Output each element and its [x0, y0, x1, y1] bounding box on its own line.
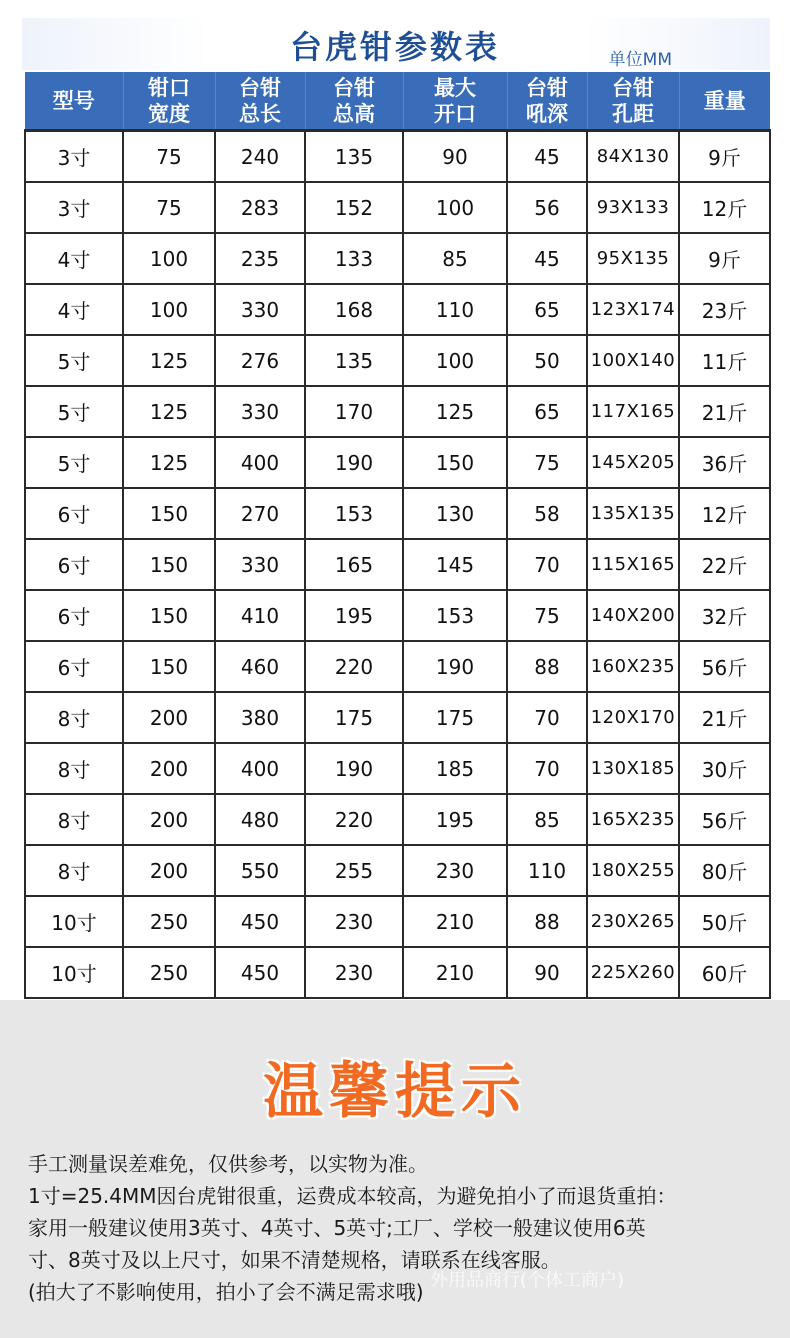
table-cell: 123X174 — [587, 284, 679, 335]
table-cell: 70 — [507, 692, 587, 743]
table-row — [25, 896, 770, 947]
table-cell: 200 — [123, 743, 215, 794]
table-row — [25, 386, 770, 437]
table-cell: 100 — [403, 335, 507, 386]
watermark: 外用品商行(个体工商户) — [430, 1270, 625, 1291]
column-header: 台钳 总高 — [305, 72, 403, 131]
spec-table — [24, 72, 771, 999]
table-cell: 255 — [305, 845, 403, 896]
table-cell: 56斤 — [679, 641, 770, 692]
table-cell: 88 — [507, 641, 587, 692]
table-cell: 100 — [123, 233, 215, 284]
table-cell: 21斤 — [679, 386, 770, 437]
table-cell: 480 — [215, 794, 305, 845]
table-cell: 140X200 — [587, 590, 679, 641]
column-header: 台钳 吼深 — [507, 72, 587, 131]
table-cell: 150 — [123, 590, 215, 641]
table-cell: 410 — [215, 590, 305, 641]
table-cell: 200 — [123, 692, 215, 743]
table-cell: 133 — [305, 233, 403, 284]
table-row — [25, 488, 770, 539]
table-cell: 5寸 — [25, 335, 123, 386]
table-cell: 8寸 — [25, 692, 123, 743]
table-cell: 270 — [215, 488, 305, 539]
table-cell: 90 — [403, 131, 507, 183]
table-cell: 380 — [215, 692, 305, 743]
table-cell: 250 — [123, 896, 215, 947]
table-cell: 95X135 — [587, 233, 679, 284]
tips-section — [0, 1000, 790, 1338]
table-cell: 195 — [403, 794, 507, 845]
table-cell: 45 — [507, 233, 587, 284]
table-cell: 130 — [403, 488, 507, 539]
table-cell: 120X170 — [587, 692, 679, 743]
table-cell: 125 — [123, 437, 215, 488]
table-cell: 100 — [123, 284, 215, 335]
table-cell: 8寸 — [25, 794, 123, 845]
unit-label: 单位MM — [608, 50, 672, 70]
table-cell: 10寸 — [25, 896, 123, 947]
table-cell: 84X130 — [587, 131, 679, 183]
table-cell: 85 — [403, 233, 507, 284]
table-cell: 32斤 — [679, 590, 770, 641]
table-cell: 22斤 — [679, 539, 770, 590]
table-cell: 75 — [507, 590, 587, 641]
table-cell: 58 — [507, 488, 587, 539]
table-cell: 276 — [215, 335, 305, 386]
table-row — [25, 590, 770, 641]
table-cell: 210 — [403, 947, 507, 998]
table-cell: 150 — [123, 539, 215, 590]
table-cell: 235 — [215, 233, 305, 284]
tips-title: 温馨提示 — [263, 1057, 527, 1127]
table-cell: 153 — [305, 488, 403, 539]
page-title: 台虎钳参数表 — [289, 28, 500, 66]
table-cell: 220 — [305, 794, 403, 845]
table-body — [25, 131, 770, 999]
table-cell: 10寸 — [25, 947, 123, 998]
table-cell: 170 — [305, 386, 403, 437]
table-cell: 45 — [507, 131, 587, 183]
column-header: 钳口 宽度 — [123, 72, 215, 131]
table-cell: 180X255 — [587, 845, 679, 896]
table-cell: 168 — [305, 284, 403, 335]
table-cell: 125 — [403, 386, 507, 437]
table-row — [25, 182, 770, 233]
table-cell: 23斤 — [679, 284, 770, 335]
table-cell: 12斤 — [679, 182, 770, 233]
table-cell: 100X140 — [587, 335, 679, 386]
table-cell: 330 — [215, 386, 305, 437]
table-cell: 115X165 — [587, 539, 679, 590]
table-row — [25, 743, 770, 794]
table-cell: 4寸 — [25, 284, 123, 335]
table-cell: 330 — [215, 284, 305, 335]
table-cell: 165 — [305, 539, 403, 590]
table-cell: 50斤 — [679, 896, 770, 947]
table-cell: 9斤 — [679, 233, 770, 284]
table-cell: 12斤 — [679, 488, 770, 539]
table-cell: 65 — [507, 284, 587, 335]
column-header: 型号 — [25, 72, 123, 131]
table-row — [25, 692, 770, 743]
table-cell: 190 — [305, 743, 403, 794]
table-row — [25, 947, 770, 998]
table-cell: 150 — [123, 641, 215, 692]
table-cell: 230X265 — [587, 896, 679, 947]
table-cell: 5寸 — [25, 437, 123, 488]
table-cell: 6寸 — [25, 488, 123, 539]
table-cell: 200 — [123, 845, 215, 896]
table-cell: 93X133 — [587, 182, 679, 233]
table-cell: 135X135 — [587, 488, 679, 539]
table-cell: 8寸 — [25, 743, 123, 794]
table-cell: 60斤 — [679, 947, 770, 998]
table-cell: 110 — [403, 284, 507, 335]
column-header: 重量 — [679, 72, 770, 131]
table-cell: 550 — [215, 845, 305, 896]
table-cell: 153 — [403, 590, 507, 641]
table-cell: 70 — [507, 743, 587, 794]
table-cell: 110 — [507, 845, 587, 896]
table-cell: 195 — [305, 590, 403, 641]
table-cell: 400 — [215, 743, 305, 794]
table-cell: 190 — [305, 437, 403, 488]
table-cell: 125 — [123, 335, 215, 386]
tips-line: 1寸=25.4MM因台虎钳很重，运费成本较高，为避免拍小了而退货重拍： — [28, 1184, 677, 1208]
table-cell: 190 — [403, 641, 507, 692]
table-row — [25, 131, 770, 183]
table-cell: 80斤 — [679, 845, 770, 896]
table-row — [25, 641, 770, 692]
table-cell: 283 — [215, 182, 305, 233]
table-cell: 150 — [123, 488, 215, 539]
table-cell: 230 — [403, 845, 507, 896]
table-cell: 135 — [305, 131, 403, 183]
table-cell: 230 — [305, 896, 403, 947]
table-cell: 36斤 — [679, 437, 770, 488]
table-cell: 6寸 — [25, 641, 123, 692]
tips-line: 家用一般建议使用3英寸、4英寸、5英寸;工厂、学校一般建议使用6英 — [28, 1216, 646, 1240]
tips-line: (拍大了不影响使用，拍小了会不满足需求哦) — [28, 1280, 424, 1304]
table-cell: 135 — [305, 335, 403, 386]
table-cell: 450 — [215, 947, 305, 998]
table-cell: 160X235 — [587, 641, 679, 692]
table-cell: 460 — [215, 641, 305, 692]
table-cell: 240 — [215, 131, 305, 183]
tips-line: 寸、8英寸及以上尺寸，如果不清楚规格，请联系在线客服。 — [28, 1248, 561, 1272]
table-cell: 100 — [403, 182, 507, 233]
table-cell: 70 — [507, 539, 587, 590]
table-cell: 145 — [403, 539, 507, 590]
table-row — [25, 233, 770, 284]
table-cell: 85 — [507, 794, 587, 845]
table-row — [25, 284, 770, 335]
table-cell: 165X235 — [587, 794, 679, 845]
table-cell: 88 — [507, 896, 587, 947]
table-cell: 65 — [507, 386, 587, 437]
table-cell: 175 — [403, 692, 507, 743]
table-cell: 6寸 — [25, 539, 123, 590]
table-cell: 152 — [305, 182, 403, 233]
table-cell: 185 — [403, 743, 507, 794]
table-cell: 125 — [123, 386, 215, 437]
column-header: 最大 开口 — [403, 72, 507, 131]
table-row — [25, 437, 770, 488]
table-cell: 150 — [403, 437, 507, 488]
table-cell: 400 — [215, 437, 305, 488]
table-cell: 250 — [123, 947, 215, 998]
table-cell: 117X165 — [587, 386, 679, 437]
table-cell: 8寸 — [25, 845, 123, 896]
table-cell: 220 — [305, 641, 403, 692]
table-cell: 200 — [123, 794, 215, 845]
tips-line: 手工测量误差难免，仅供参考，以实物为准。 — [28, 1152, 428, 1176]
table-cell: 75 — [123, 182, 215, 233]
table-cell: 56斤 — [679, 794, 770, 845]
table-row — [25, 845, 770, 896]
tips-notes — [28, 1148, 778, 1308]
table-cell: 50 — [507, 335, 587, 386]
table-header-row — [25, 72, 770, 131]
table-cell: 145X205 — [587, 437, 679, 488]
column-header: 台钳 孔距 — [587, 72, 679, 131]
table-cell: 450 — [215, 896, 305, 947]
table-cell: 4寸 — [25, 233, 123, 284]
table-cell: 130X185 — [587, 743, 679, 794]
table-cell: 21斤 — [679, 692, 770, 743]
table-cell: 330 — [215, 539, 305, 590]
table-cell: 3寸 — [25, 131, 123, 183]
table-cell: 56 — [507, 182, 587, 233]
table-cell: 90 — [507, 947, 587, 998]
table-cell: 30斤 — [679, 743, 770, 794]
table-cell: 225X260 — [587, 947, 679, 998]
table-row — [25, 794, 770, 845]
table-row — [25, 335, 770, 386]
table-cell: 5寸 — [25, 386, 123, 437]
table-cell: 230 — [305, 947, 403, 998]
column-header: 台钳 总长 — [215, 72, 305, 131]
table-cell: 210 — [403, 896, 507, 947]
table-cell: 175 — [305, 692, 403, 743]
table-cell: 75 — [507, 437, 587, 488]
table-cell: 6寸 — [25, 590, 123, 641]
table-cell: 3寸 — [25, 182, 123, 233]
table-cell: 75 — [123, 131, 215, 183]
table-cell: 9斤 — [679, 131, 770, 183]
table-cell: 11斤 — [679, 335, 770, 386]
table-row — [25, 539, 770, 590]
